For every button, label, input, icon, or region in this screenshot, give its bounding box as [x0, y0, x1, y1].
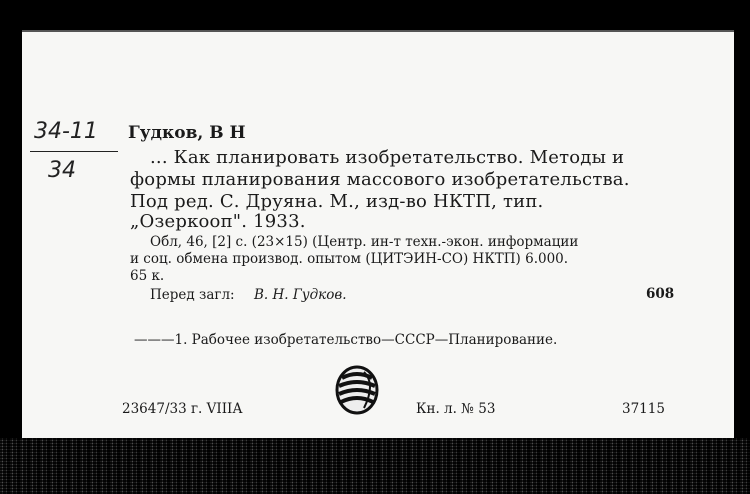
- scan-top-edge: [0, 0, 750, 30]
- scan-bottom-noise: [0, 438, 750, 494]
- title-line-3: Под ред. С. Друяна. М., изд-во НКТП, тип.: [130, 191, 544, 212]
- cover-title-number: 608: [646, 286, 675, 302]
- stamp-seal: [334, 364, 380, 416]
- physical-line-2: и соц. обмена производ. опытом (ЦИТЭИН-СО) НКТП) 6.000.: [130, 251, 569, 267]
- physical-line-1: Обл, 46, [2] с. (23×15) (Центр. ин-т техн.-экон. информации: [150, 234, 579, 250]
- scan-left-edge: [0, 0, 22, 494]
- footer-registry: 23647/33 г. VIIIА: [122, 401, 243, 417]
- cover-title-label: Перед загл:: [150, 287, 235, 303]
- title-line-4: „Озеркооп". 1933.: [130, 211, 306, 232]
- scan-right-edge: [734, 0, 750, 494]
- title-line-1: ... Как планировать изобретательство. Методы и: [150, 147, 625, 168]
- card-top-border: [22, 30, 734, 32]
- handwritten-shelfmark: 34-11: [34, 119, 98, 144]
- cover-title-name: В. Н. Гудков.: [254, 287, 347, 303]
- title-line-2: формы планирования массового изобретательства.: [130, 169, 630, 190]
- footer-code: 37115: [622, 401, 665, 417]
- author-heading: Гудков, В Н: [128, 123, 246, 143]
- handwritten-divider: [30, 151, 118, 152]
- subject-heading: ———1. Рабочее изобретательство—СССР—Планирование.: [134, 332, 558, 348]
- handwritten-number: 34: [48, 158, 76, 183]
- footer-book-chamber-number: Кн. л. № 53: [416, 401, 496, 417]
- physical-line-3: 65 к.: [130, 268, 165, 284]
